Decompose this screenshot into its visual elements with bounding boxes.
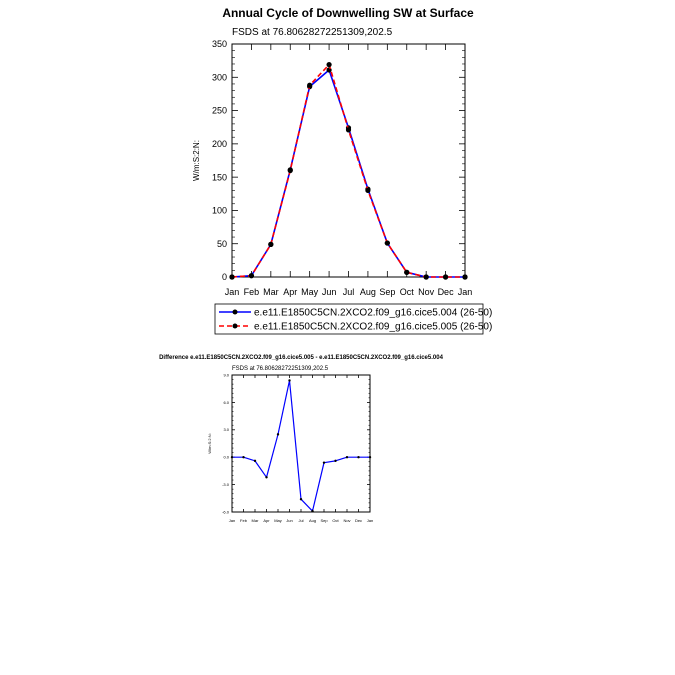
series-2-point <box>385 240 390 245</box>
legend-entry-label: e.e11.E1850C5CN.2XCO2.f09_g16.cice5.005 (26-50) <box>254 321 493 333</box>
series-1-point <box>277 433 279 435</box>
series-1-point <box>334 460 336 462</box>
x-tick-label: Mar <box>251 518 259 523</box>
x-tick-label: Aug <box>359 287 376 297</box>
x-tick-label: Nov <box>343 518 351 523</box>
series-1-point <box>369 456 371 458</box>
series-2-point <box>229 274 234 279</box>
x-tick-label: Jan <box>224 287 240 297</box>
y-tick-label: 9.0 <box>223 372 229 378</box>
y-tick-label: 0 <box>221 272 227 283</box>
x-tick-label: Mar <box>263 287 279 297</box>
y-tick-label: 250 <box>211 105 227 116</box>
series-1-point <box>346 456 348 458</box>
y-tick-label: 6.0 <box>223 399 229 405</box>
series-1-point <box>242 456 244 458</box>
series-2-point <box>268 242 273 247</box>
series-2-point <box>307 83 312 88</box>
x-tick-label: Jan <box>228 518 236 523</box>
x-tick-label: Oct <box>399 287 414 297</box>
y-tick-label: 200 <box>211 139 227 150</box>
chart-subtitle: FSDS at 76.80628272251309,202.5 <box>232 27 393 38</box>
y-tick-label: 3.0 <box>223 427 229 433</box>
series-1-point <box>254 460 256 462</box>
chart-title: Difference e.e11.E1850C5CN.2XCO2.f09_g16.cice5.005 - e.e11.E1850C5CN.2XCO2.f09_g16.cice5.004 <box>159 355 443 361</box>
x-tick-label: Feb <box>243 287 260 297</box>
y-tick-label: 0.0 <box>223 454 229 460</box>
x-tick-label: Apr <box>283 287 298 297</box>
series-2-point <box>462 274 467 279</box>
series-1-point <box>357 456 359 458</box>
y-tick-label: 50 <box>216 238 227 249</box>
series-2-point <box>346 127 351 132</box>
series-2-point <box>404 270 409 275</box>
series-line-2 <box>232 65 465 277</box>
series-2-point <box>424 274 429 279</box>
series-line-1 <box>232 70 465 277</box>
series-1-point <box>300 498 302 500</box>
y-tick-label: 300 <box>211 72 227 83</box>
series-line-1 <box>232 380 370 511</box>
plot-frame <box>232 375 370 512</box>
x-tick-label: Jul <box>298 518 304 523</box>
y-tick-label: -6.0 <box>222 509 229 515</box>
series-2-point <box>249 273 254 278</box>
x-tick-label: Dec <box>437 287 454 297</box>
x-tick-label: Nov <box>418 287 435 297</box>
series-1-point <box>288 379 290 381</box>
x-tick-label: Oct <box>332 518 339 523</box>
x-tick-label: Jun <box>286 518 293 523</box>
x-tick-label: Apr <box>263 518 270 523</box>
legend-entry-label: e.e11.E1850C5CN.2XCO2.f09_g16.cice5.004 (26-50) <box>254 307 493 319</box>
x-tick-label: Dec <box>354 518 363 523</box>
x-tick-label: Jun <box>321 287 337 297</box>
series-2-point <box>326 62 331 67</box>
series-1-point <box>311 510 313 512</box>
chart-title: Annual Cycle of Downwelling SW at Surface <box>222 6 474 20</box>
x-tick-label: Feb <box>240 518 247 523</box>
y-tick-label: -3.0 <box>222 482 229 487</box>
series-1-point <box>265 476 267 478</box>
series-2-point <box>288 168 293 173</box>
x-tick-label: Jul <box>342 287 355 297</box>
x-tick-label: Aug <box>308 518 317 523</box>
chart-subtitle: FSDS at 76.80628272251309,202.5 <box>232 366 329 372</box>
y-tick-label: 100 <box>211 205 227 216</box>
series-2-point <box>365 188 370 193</box>
y-tick-label: 150 <box>211 172 227 183</box>
series-1-point <box>231 456 233 458</box>
y-axis-label: W/m:S:2:N: <box>192 140 201 181</box>
x-tick-label: Sep <box>379 287 396 297</box>
x-tick-label: May <box>274 518 282 523</box>
x-tick-label: May <box>301 287 319 297</box>
y-tick-label: 350 <box>211 39 227 50</box>
series-2-point <box>443 274 448 279</box>
legend-swatch-marker <box>233 324 238 329</box>
x-tick-label: Jan <box>457 287 473 297</box>
plot-frame <box>232 44 465 277</box>
x-tick-label: Jan <box>366 518 374 523</box>
series-1-point <box>323 461 325 463</box>
y-axis-label: W/m:S:2:N: <box>207 433 212 454</box>
x-tick-label: Sep <box>320 518 328 523</box>
legend-swatch-marker <box>233 310 238 315</box>
